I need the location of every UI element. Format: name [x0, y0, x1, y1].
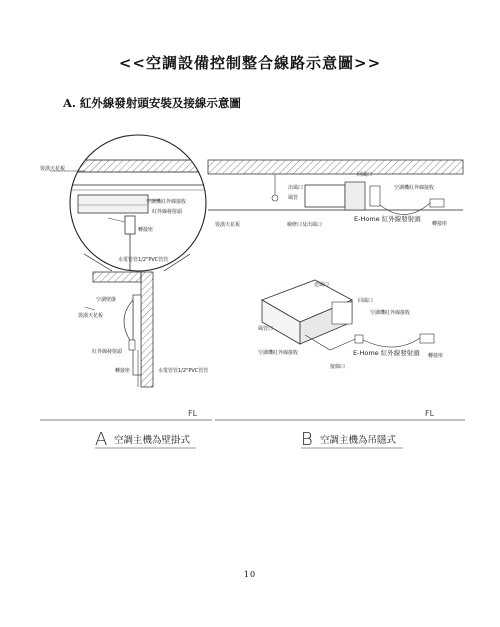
- circle-receiver-label: 空調機紅外線接收: [146, 199, 187, 205]
- document-title: <<空調設備控制整合線路示意圖>>: [118, 54, 382, 72]
- iso-top-label: 送風口: [314, 282, 330, 288]
- iso-adapter-label: 轉接座: [428, 353, 444, 359]
- circle-outlet-label: 轉接座: [138, 227, 154, 233]
- top-outlet-label: 出風口: [288, 185, 304, 191]
- iso-cable-label: 接線口: [330, 364, 346, 370]
- section-heading: A. 紅外線發射頭安裝及接線示意圖: [63, 96, 241, 110]
- wall-emitter-label: 紅外線發射頭: [92, 349, 123, 355]
- circle-emitter-label: 紅外線發射頭: [152, 209, 183, 215]
- iso-receiver-label: 空調機紅外線接收: [370, 310, 411, 316]
- wall-pipe-label: 水電管管1/2"PVC管管: [158, 368, 209, 374]
- isometric-unit-diagram: [258, 280, 443, 370]
- circle-detail-diagram: [40, 135, 220, 271]
- wall-mount-diagram: [78, 272, 208, 387]
- caption-b-text: 空調主機為吊隱式: [320, 435, 397, 446]
- ceiling-concealed-diagram: [208, 160, 463, 228]
- top-ehome-label: E-Home 紅外線發射頭: [354, 215, 421, 223]
- top-receiver-label: 空調機紅外線接收: [394, 185, 435, 191]
- top-returnbox-label: 檢修口及出風口: [287, 222, 323, 228]
- caption-a-text: 空調主機為壁掛式: [114, 435, 191, 446]
- wall-unit-label: 空調壁掛: [96, 297, 117, 303]
- iso-return-label: 回風口: [358, 298, 374, 304]
- caption-b-letter: B: [301, 429, 313, 450]
- wall-outlet-label: 轉接座: [115, 368, 131, 374]
- page-number: 10: [243, 570, 257, 579]
- iso-left-label: 風管口: [258, 326, 274, 332]
- iso-bottom-receiver-label: 空調機紅外線接收: [258, 350, 299, 356]
- top-ceiling-label: 裝潢天花板: [215, 222, 241, 228]
- circle-ceiling-label: 裝潢天花板: [40, 166, 66, 172]
- top-return-label: 回風口: [357, 172, 373, 178]
- circle-pipe-label: 水電管管1/2"PVC管管: [118, 257, 169, 263]
- top-adapter-label: 轉接座: [432, 221, 448, 227]
- top-duct-label: 風管: [288, 195, 299, 201]
- iso-ehome-label: E-Home 紅外線發射頭: [353, 349, 420, 357]
- wall-ceiling-label: 裝潢天花板: [78, 313, 104, 319]
- floor-label-right: FL: [425, 409, 435, 418]
- floor-label-left: FL: [188, 409, 198, 418]
- caption-a-letter: A: [95, 429, 108, 450]
